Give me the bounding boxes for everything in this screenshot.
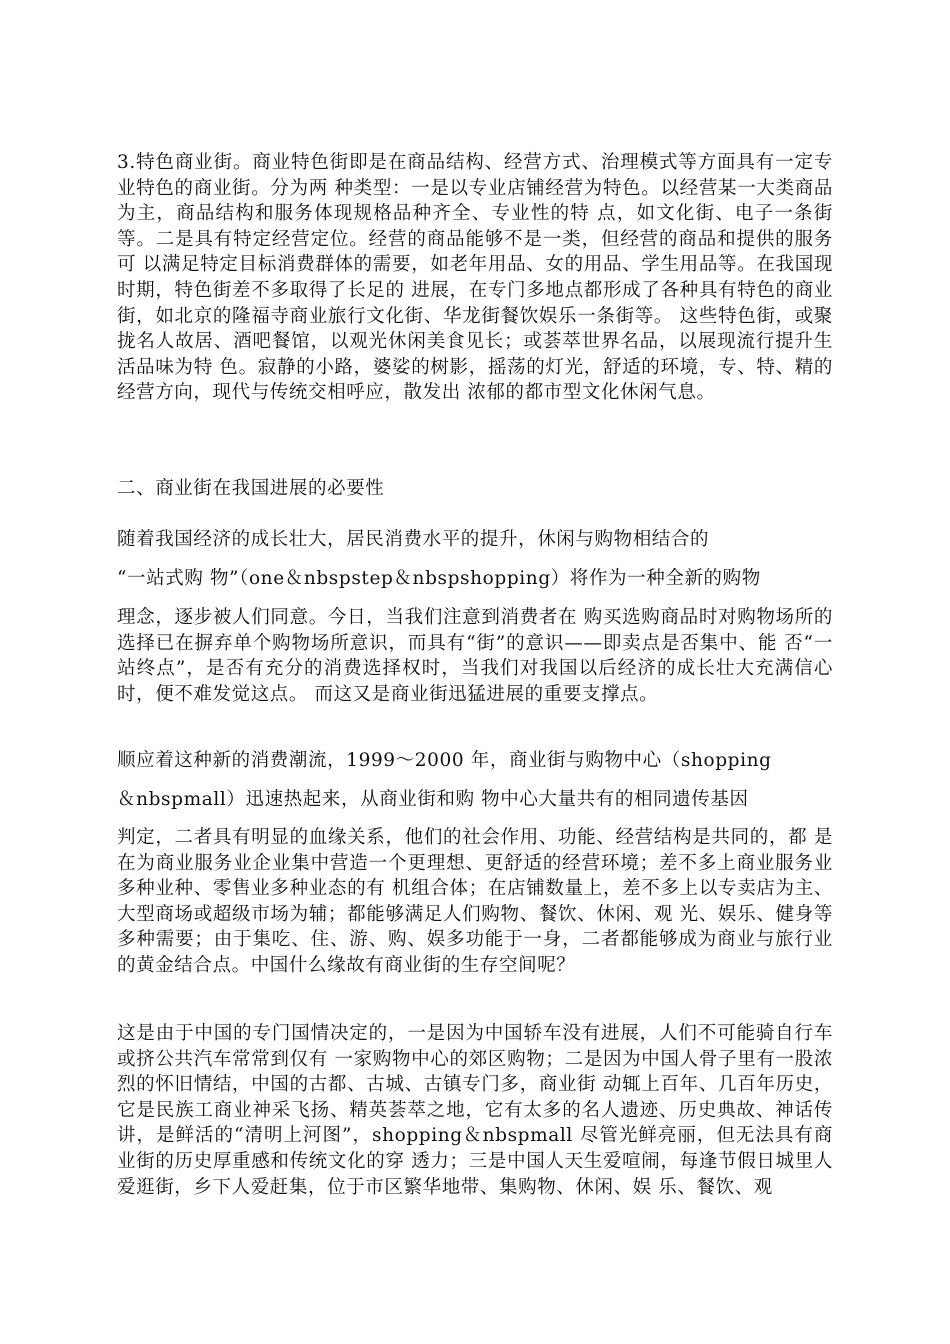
paragraph-line: 随着我国经济的成长壮大，居民消费水平的提升，休闲与购物相结合的 — [117, 529, 710, 550]
paragraph-line: 顺应着这种新的消费潮流，1999～2000 年，商业街与购物中心（shopping — [117, 750, 772, 771]
paragraph-special-commercial-street: 3.特色商业街。商业特色街即是在商品结构、经营方式、治理模式等方面具有一定专业特色的商业街。分为两 种类型：一是以专业店铺经营为特色。以经营某一大类商品为主，商品结构和服务体现规格品种齐全、专业性的特 点，如文化街、电子一条街等。二是具有特定经营定位。经营的商品能够不是一类，但经营的商品和提供的服务可 以满足特定目标消费群体的需要，如老年用品、女的用品、学生用品等。在我国现时期，特色街差不多取得了长足的 进展，在专门多地点都形成了各种具有特色的商业街，如北京的隆福寺商业旅行文化街、华龙街餐饮娱乐一条街等。 这些特色街，或聚拢名人故居、酒吧餐馆，以观光休闲美食见长；或荟萃世界名品，以展现流行提升生活品味为特 色。寂静的小路，婆娑的树影，摇荡的灯光，舒适的环境，专、特、精的经营方向，现代与传统交相呼应，散发出 浓郁的都市型文化休闲气息。 — [117, 152, 833, 404]
paragraph-china-conditions: 这是由于中国的专门国情决定的，一是因为中国轿车没有进展，人们不可能骑自行车或挤公共汽车常常到仅有 一家购物中心的郊区购物；二是因为中国人骨子里有一股浓烈的怀旧情结，中国的古都、古城、古镇专门多，商业街 动辄上百年、几百年历史，它是民族工商业神采飞扬、精英荟萃之地，它有太多的名人遗迹、历史典故、神话传 讲，是鲜活的“清明上河图”，shopping＆nbspmall 尽管光鲜亮丽，但无法具有商业街的历史厚重感和传统文化的穿 透力；三是中国人天生爱喧闹，每逢节假日城里人爱逛街，乡下人爱赶集，位于市区繁华地带、集购物、休闲、娱 乐、餐饮、观 — [117, 1023, 833, 1198]
paragraph-line: “一站式购 物”（one＆nbspstep＆nbspshopping）将作为一种全新的购物 — [117, 568, 761, 589]
paragraph-one-stop-shopping: 理念，逐步被人们同意。今日，当我们注意到消费者在 购买选购商品时对购物场所的选择已在摒弃单个购物场所意识，而具有“街”的意识——即卖点是否集中、能 否“一站终点”，是否有充分的消费选择权时，当我们对我国以后经济的成长壮大充满信心时，便不难发觉这点。 而这又是商业街迅猛进展的重要支撑点。 — [117, 607, 833, 705]
section-heading: 二、商业街在我国进展的必要性 — [117, 478, 385, 499]
paragraph-line: ＆nbspmall）迅速热起来，从商业街和购 物中心大量共有的相同遗传基因 — [117, 789, 749, 810]
paragraph-shopping-mall-comparison: 判定，二者具有明显的血缘关系，他们的社会作用、功能、经营结构是共同的，都 是在为商业服务业企业集中营造一个更理想、更舒适的经营环境；差不多上商业服务业多种业种、零售业多种业态的有 机组合体；在店铺数量上，差不多上以专卖店为主、大型商场或超级市场为辅；都能够满足人们购物、餐饮、休闲、观 光、娱乐、健身等多种需要；由于集吃、住、游、购、娱多功能于一身，二者都能够成为商业与旅行业的黄金结合点。中国什么缘故有商业街的生存空间呢？ — [117, 827, 833, 976]
